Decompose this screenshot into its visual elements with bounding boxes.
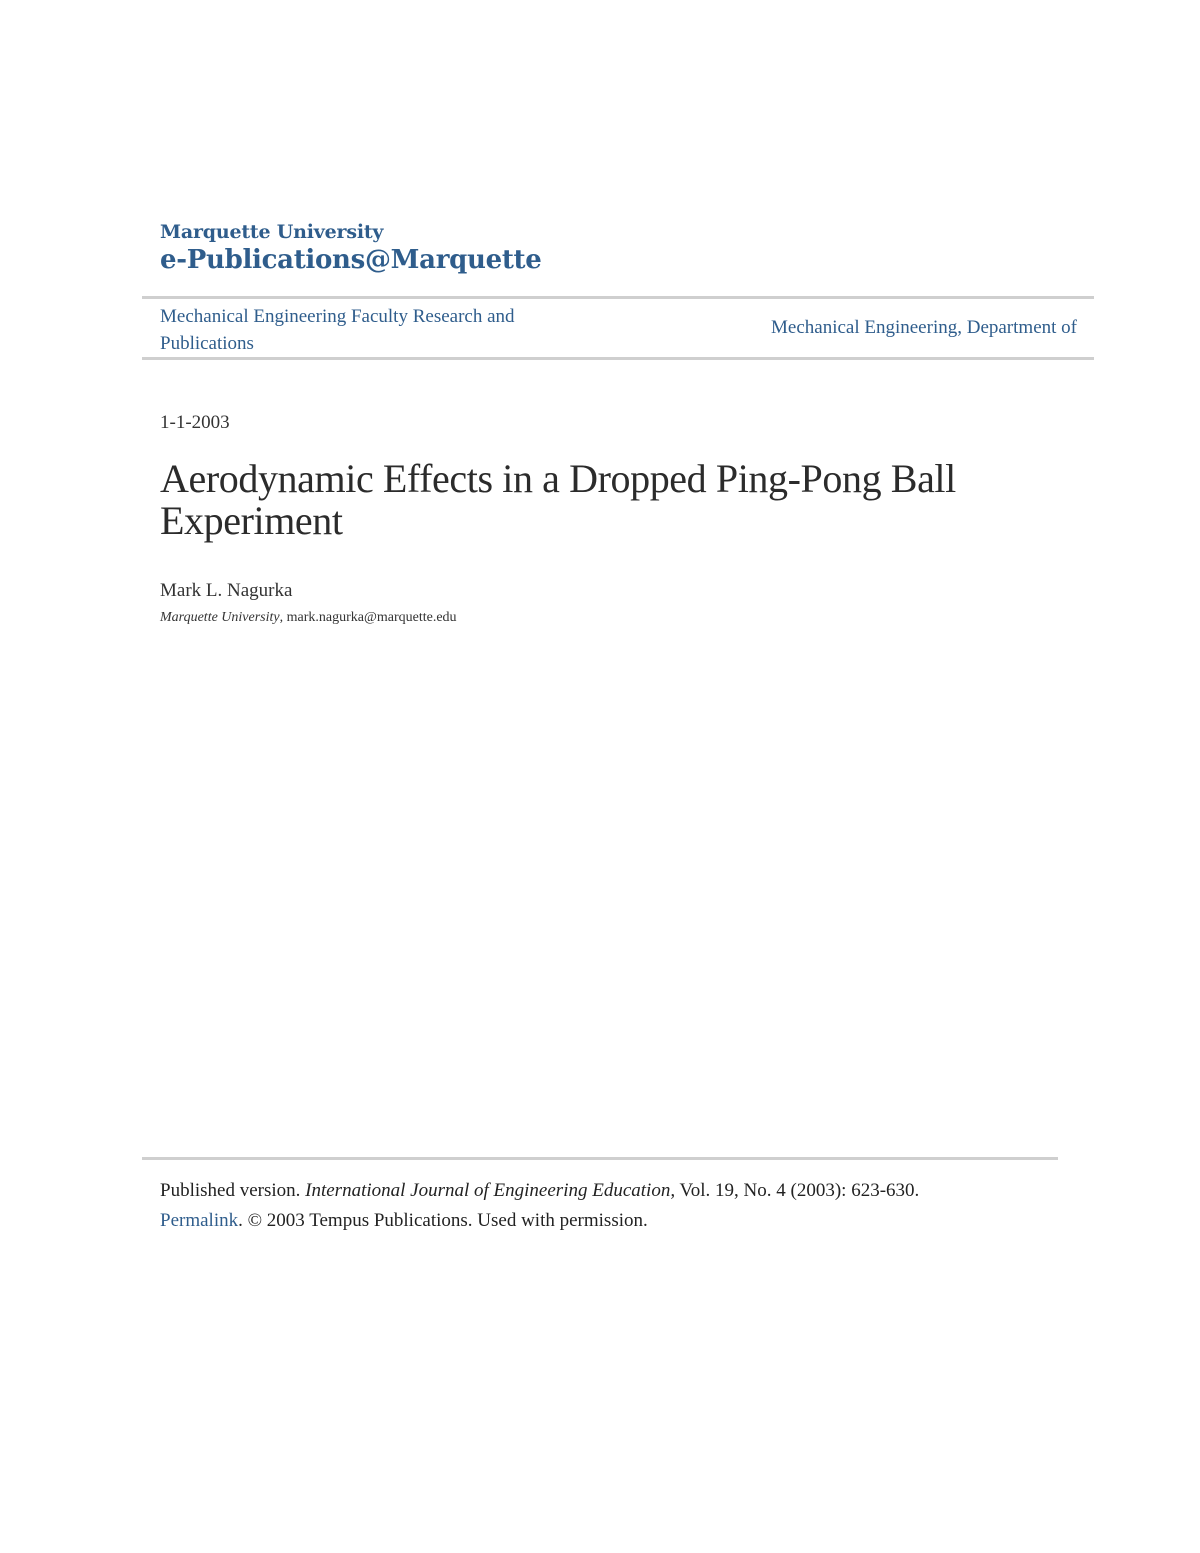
publication-date: 1-1-2003 <box>160 412 230 433</box>
citation-details: Vol. 19, No. 4 (2003): 623-630. <box>675 1180 920 1201</box>
author-affiliation <box>160 610 457 626</box>
citation-prefix: Published version. <box>160 1180 306 1201</box>
author-email[interactable]: mark.nagurka@marquette.edu <box>286 610 457 625</box>
article-title: Aerodynamic Effects in a Dropped Ping-Pong Ball Experiment <box>160 456 956 543</box>
affiliation-institution: Marquette University <box>160 610 280 625</box>
repository-name[interactable]: e-Publications@Marquette <box>160 245 542 275</box>
department-link[interactable]: Mechanical Engineering, Department of <box>771 317 1077 338</box>
divider-top <box>142 296 1094 299</box>
author-name: Mark L. Nagurka <box>160 580 293 601</box>
journal-name: International Journal of Engineering Education, <box>305 1180 676 1201</box>
permalink-link[interactable]: Permalink <box>160 1210 239 1231</box>
university-name[interactable]: Marquette University <box>160 221 384 243</box>
divider-footer <box>142 1157 1058 1160</box>
affiliation-separator: , <box>279 610 287 625</box>
rights-statement: . © 2003 Tempus Publications. Used with permission. <box>238 1210 648 1231</box>
series-title-link[interactable]: Mechanical Engineering Faculty Research and Publications <box>160 306 515 354</box>
divider-middle <box>142 357 1094 360</box>
citation-footnote <box>160 1176 1060 1236</box>
